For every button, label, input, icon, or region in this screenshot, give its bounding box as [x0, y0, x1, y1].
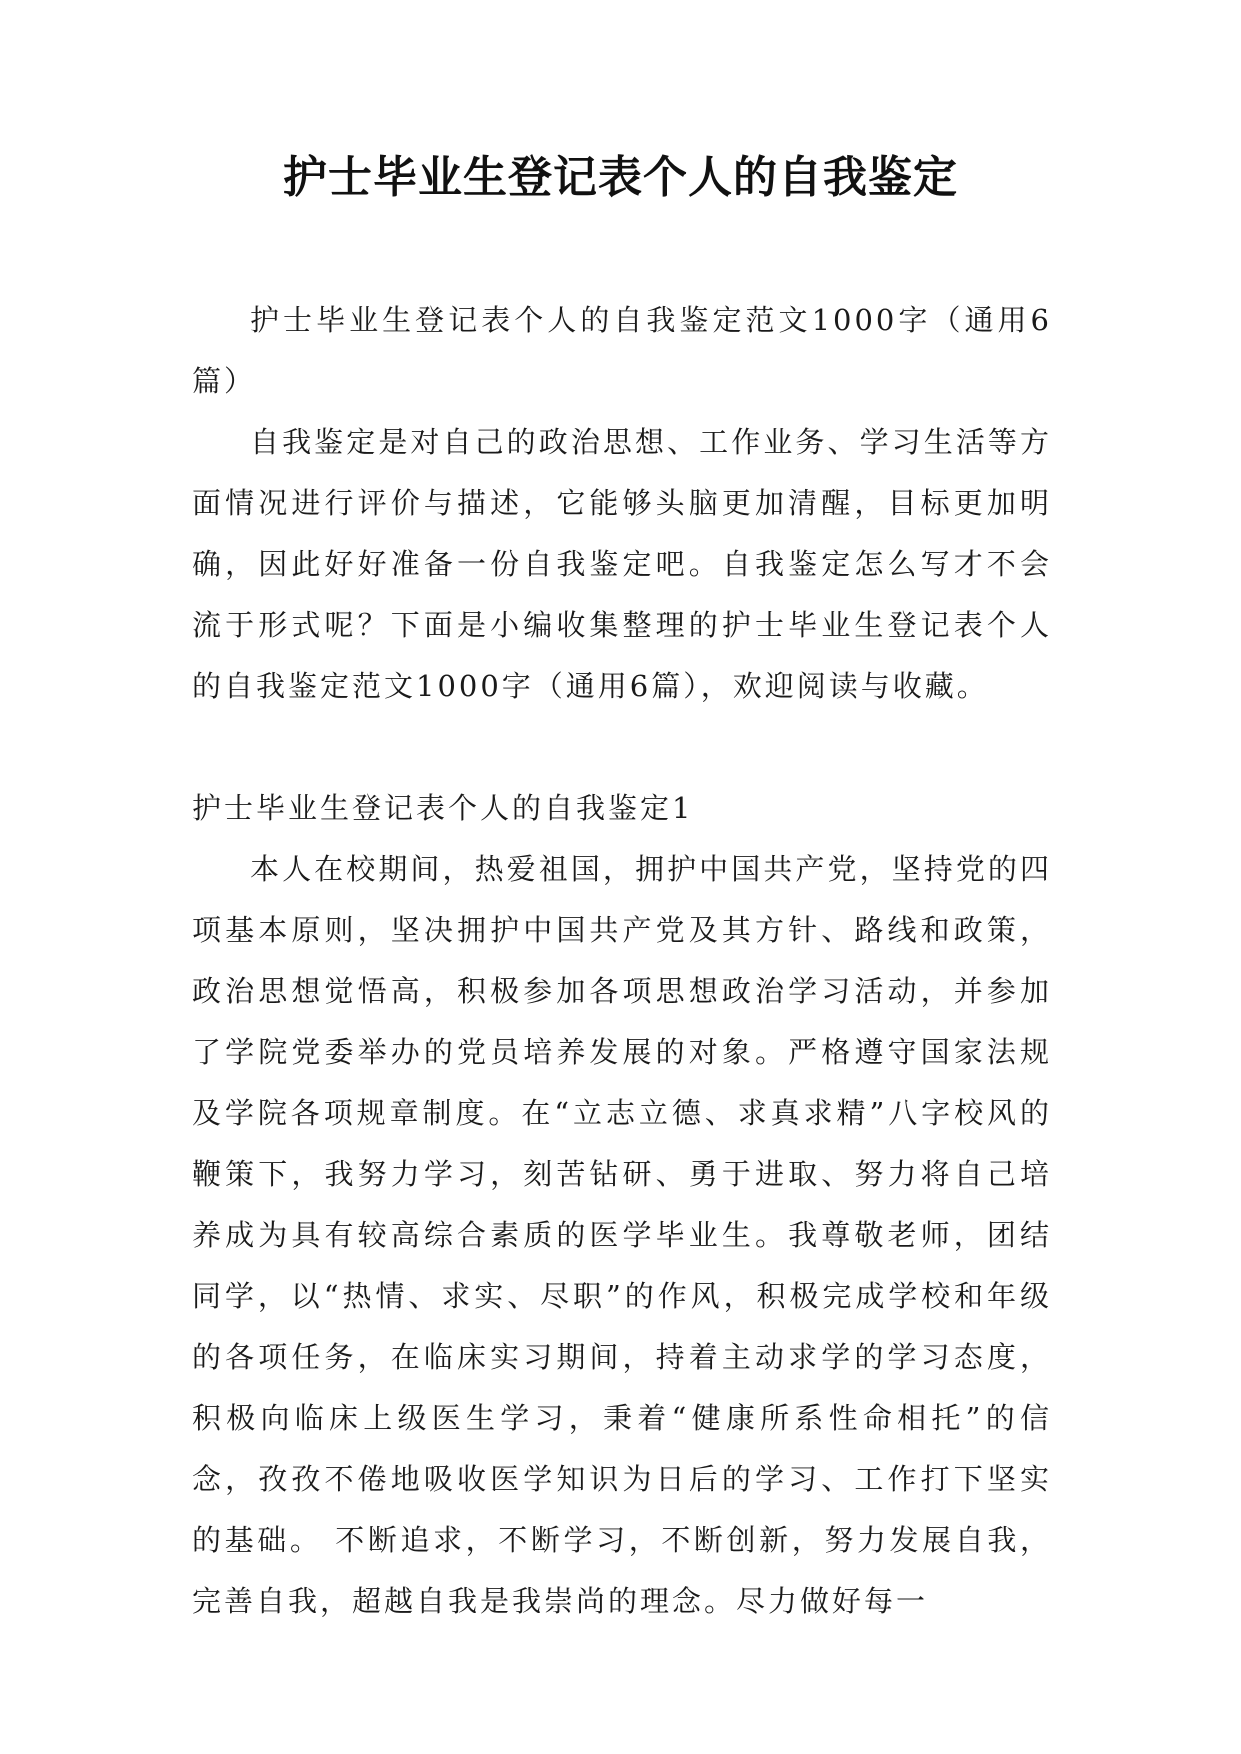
intro-paragraph: 自我鉴定是对自己的政治思想、工作业务、学习生活等方面情况进行评价与描述，它能够头脑更加清醒，目标更加明确，因此好好准备一份自我鉴定吧。自我鉴定怎么写才不会流于形式呢？下面是小编收集整理的护士毕业生登记表个人的自我鉴定范文1000字（通用6篇），欢迎阅读与收藏。: [192, 425, 1052, 703]
section-heading: 护士毕业生登记表个人的自我鉴定1: [192, 791, 694, 825]
section-paragraph: 本人在校期间，热爱祖国，拥护中国共产党，坚持党的四项基本原则，坚决拥护中国共产党及其方针、路线和政策，政治思想觉悟高，积极参加各项思想政治学习活动，并参加了学院党委举办的党员培养发展的对象。严格遵守国家法规及学院各项规章制度。在“立志立德、求真求精”八字校风的鞭策下，我努力学习，刻苦钻研、勇于进取、努力将自己培养成为具有较高综合素质的医学毕业生。我尊敬老师，团结同学，以“热情、求实、尽职”的作风，积极完成学校和年级的各项任务，在临床实习期间，持着主动求学的学习态度，积极向临床上级医生学习，秉着“健康所系性命相托”的信念，孜孜不倦地吸收医学知识为日后的学习、工作打下坚实的基础。 不断追求，不断学习，不断创新，努力发展自我，完善自我，超越自我是我崇尚的理念。尽力做好每一: [192, 852, 1052, 1618]
document-title: 护士毕业生登记表个人的自我鉴定: [283, 152, 958, 203]
intro-line: 护士毕业生登记表个人的自我鉴定范文1000字（通用6篇）: [192, 303, 1052, 398]
document-body: [192, 290, 1052, 1632]
